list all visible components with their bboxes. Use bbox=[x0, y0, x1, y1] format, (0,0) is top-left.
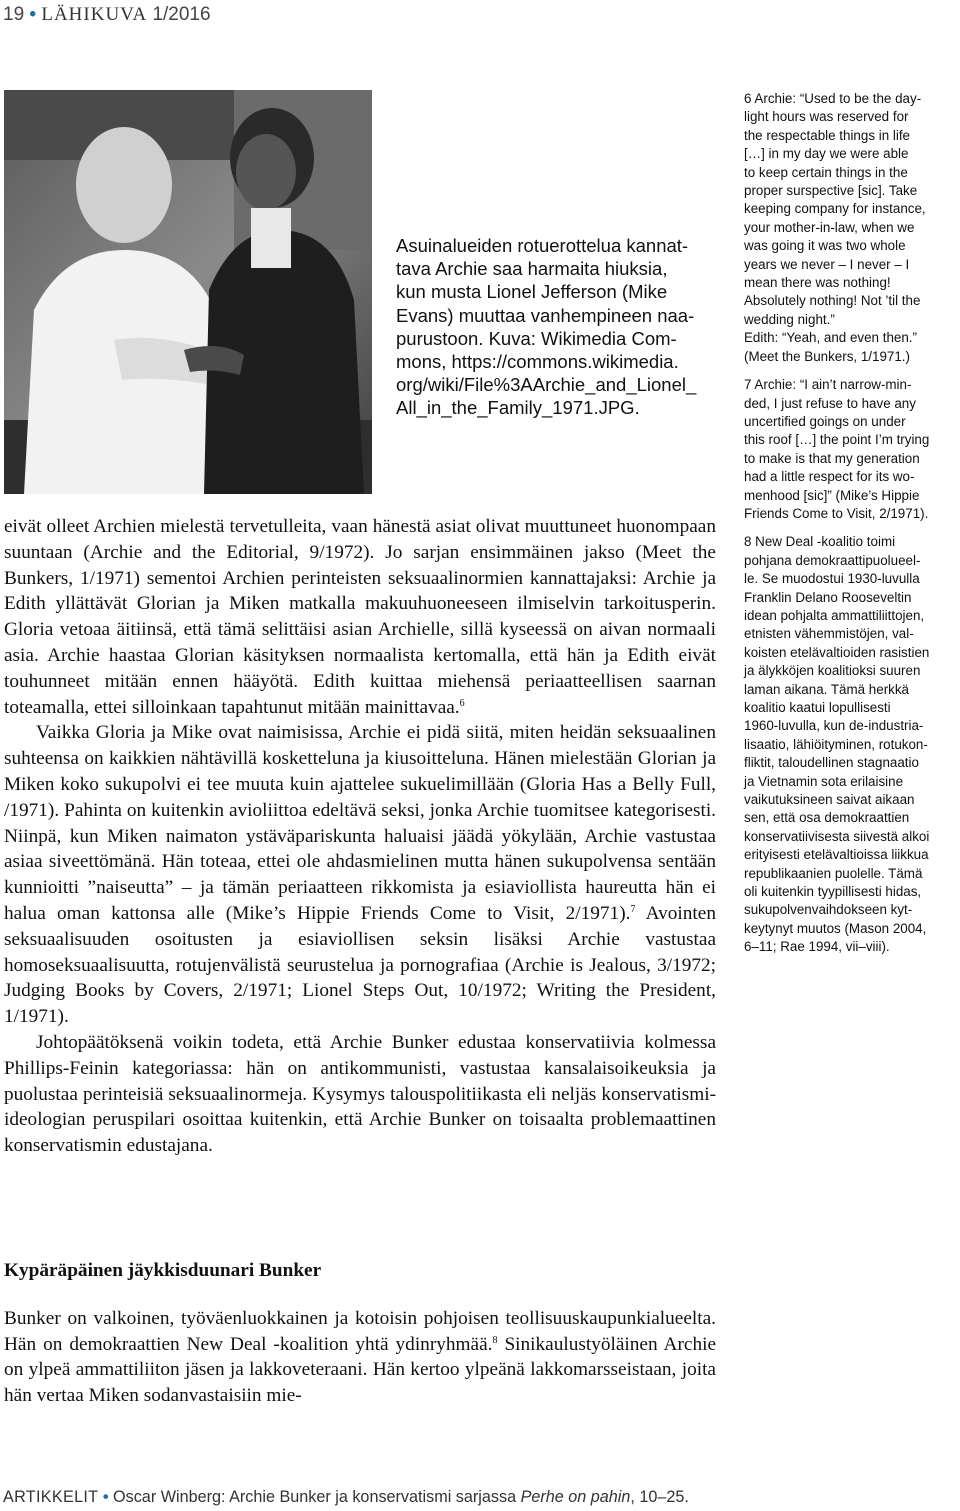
footnote-line: this roof […] the point I’m trying bbox=[744, 432, 930, 448]
footnote-line: pohjana demokraattipuolueel- bbox=[744, 552, 921, 568]
caption-line: Asuinalueiden rotuerottelua kannat- bbox=[396, 235, 689, 256]
footnote-line: sukupolvenvaihdokseen kyt- bbox=[744, 902, 913, 918]
footnote-8 bbox=[744, 533, 956, 956]
photo-illustration bbox=[4, 90, 372, 494]
header-separator: • bbox=[29, 4, 37, 25]
footer-citation-pages: , 10–25. bbox=[630, 1488, 689, 1506]
running-footer bbox=[3, 1488, 689, 1507]
footnote-ref: 8 bbox=[492, 1334, 498, 1346]
footnote-line: republikaanien puolelle. Tämä bbox=[744, 865, 923, 881]
footnote-line: […] in my day we were able bbox=[744, 146, 909, 162]
footnote-line: koalitio kaatui lopullisesti bbox=[744, 700, 891, 715]
footnote-line: Friends Come to Visit, 2/1971). bbox=[744, 505, 929, 521]
footnote-line: Absolutely nothing! Not ’til the bbox=[744, 293, 921, 309]
section-paragraph-text: Bunker on valkoinen, työväenluokkainen ja kotoisin pohjoisen teollisuuskaupunkialueelta. Hän on demokraattien New Deal -koalition yhtä ydinryhmää. bbox=[4, 1307, 716, 1355]
footnote-line: ded, I just refuse to have any bbox=[744, 395, 916, 411]
footnote-line: oli kuitenkin tyypillisesti hidas, bbox=[744, 884, 922, 900]
footnote-line: (Meet the Bunkers, 1/1971.) bbox=[744, 348, 910, 364]
running-header bbox=[3, 4, 211, 26]
footer-separator: • bbox=[102, 1488, 109, 1506]
footnote-line: Edith: “Yeah, and even then.” bbox=[744, 330, 917, 346]
footnote-line: idean pohjalta ammattiliittojen, bbox=[744, 607, 925, 623]
footnote-line: konservatiivisesta siivestä alkoi bbox=[744, 828, 930, 844]
footnote-line: lisaatio, lähiöityminen, rotukon- bbox=[744, 736, 928, 752]
footnote-line: was going it was two whole bbox=[744, 238, 906, 254]
footnote-line: Franklin Delano Rooseveltin bbox=[744, 589, 912, 605]
footnote-line: keytynyt muutos (Mason 2004, bbox=[744, 920, 927, 936]
caption-line: kun musta Lionel Jefferson (Mike bbox=[396, 281, 668, 303]
footnote-line: mean there was nothing! bbox=[744, 275, 891, 291]
footnote-line: fliktit, taloudellinen stagnaatio bbox=[744, 755, 919, 771]
section-paragraph bbox=[4, 1306, 716, 1409]
footnote-line: wedding night.” bbox=[744, 311, 835, 327]
footnote-6 bbox=[744, 90, 956, 366]
footnotes-column bbox=[744, 90, 956, 967]
footnote-line: le. Se muodostui 1930-luvulla bbox=[744, 571, 920, 587]
caption-line: mons, https://commons.wikimedia. bbox=[396, 351, 679, 373]
footnote-line: koisten etelävaltioiden rasistien bbox=[744, 644, 930, 660]
footnote-ref: 6 bbox=[459, 697, 465, 709]
photo-caption bbox=[396, 234, 718, 420]
caption-line: org/wiki/File%3AArchie_and_Lionel_ bbox=[396, 374, 697, 396]
page-number: 19 bbox=[3, 4, 25, 25]
body-paragraph-text: eivät olleet Archien mielestä tervetulleita, vaan hänestä asiat olivat muuttuneet huonompaan suuntaan (Archie and the Editorial, 9/1972). Jo sarjan ensimmäinen jakso (Meet the Bunkers, 1/1971) sementoi Archien perinteisten seksuaalinormien kannattajaksi: Archie ja Edith yllättävät Glorian ja Miken matkalla makuuhuoneeseen ilmiselvin tarkoitusperin. Gloria vetoaa äitiinsä, että tämä selittäisi asian Archielle, sillä kyseessä on aivan normaali asia. Archie haastaa Glorian käsityksen normaalista kertomalla, että hän ja Edith eivät touhunneet mitään ennen hääyötä. Edith kuittaa miehensä periaatteellisen saarnan toteamalla, ettei silloinkaan tapahtunut mitään mainittavaa. bbox=[4, 516, 716, 718]
footnote-line: the respectable things in life bbox=[744, 127, 910, 143]
caption-line: tava Archie saa harmaita hiuksia, bbox=[396, 258, 668, 280]
footnote-line: 1960-luvulla, kun de-industria- bbox=[744, 718, 924, 734]
footnote-line: 6 Archie: “Used to be the day- bbox=[744, 91, 922, 106]
footnote-line: to make is that my generation bbox=[744, 450, 920, 466]
footer-section-label: ARTIKKELIT bbox=[3, 1488, 99, 1506]
article-section bbox=[4, 1258, 716, 1409]
footnote-line: years we never – I never – I bbox=[744, 256, 910, 272]
caption-line: purustoon. Kuva: Wikimedia Com- bbox=[396, 327, 677, 349]
footnote-line: keeping company for instance, bbox=[744, 201, 926, 217]
section-heading: Kypäräpäinen jäykkisduunari Bunker bbox=[4, 1260, 322, 1281]
article-body bbox=[4, 514, 716, 1159]
body-paragraph-text: Vaikka Gloria ja Mike ovat naimisissa, Archie ei pidä siitä, miten heidän seksuaalinen suhteensa on kaikkien nähtävillä kosketteluna ja kiusoitteluna. Hänen mielestään Glorian ja Miken koko sukupolvi ei tee muuta kuin ajattelee sukuelimillään (Gloria Has a Belly Full, /1971). Pahinta on kuitenkin avioliittoa edeltävä seksi, jonka Archie tuomitsee kategorisesti. Niinpä, kun Miken naimaton ystäväpariskunta haluaisi jäädä yökylään, Archie vastustaa asiaa siveettömänä. Hän toteaa, ettei ole ahdasmielinen mutta hänen sukupolvensa sentään kunnioitti ”naiseutta” – ja tämän periaatteen rikkomista ja esiaviollista haureutta hän ei halua oman kattonsa alle (Mike’s Hippie Friends Come to Visit, 2/1971). bbox=[4, 722, 716, 924]
footnote-ref: 7 bbox=[630, 903, 636, 915]
section-paragraph-text: Sinikaulustyöläinen Archie on ylpeä ammattiliiton jäsen ja lakkoveteraani. Hän kertoo ylpeänä lakkomarsseistaan, joita hän vertaa Miken sodanvastaisiin mie- bbox=[4, 1333, 716, 1407]
journal-issue: 1/2016 bbox=[152, 4, 211, 25]
journal-name: LÄHIKUVA bbox=[41, 4, 148, 25]
article-photo bbox=[4, 90, 372, 494]
footnote-line: sen, että osa demokraattien bbox=[744, 810, 910, 826]
body-paragraph bbox=[4, 720, 716, 1030]
caption-line: All_in_the_Family_1971.JPG. bbox=[396, 397, 640, 419]
footnote-line: proper surspective [sic]. Take bbox=[744, 183, 918, 199]
footnote-line: had a little respect for its wo- bbox=[744, 469, 915, 485]
footer-citation: Oscar Winberg: Archie Bunker ja konservatismi sarjassa bbox=[113, 1488, 521, 1506]
footnote-line: light hours was reserved for bbox=[744, 109, 909, 125]
footnote-7 bbox=[744, 376, 956, 523]
body-paragraph bbox=[4, 514, 716, 720]
footnote-line: uncertified goings on under bbox=[744, 413, 906, 429]
footnote-line: ja Vietnamin sota erilaisine bbox=[744, 773, 904, 789]
footnote-line: menhood [sic]” (Mike’s Hippie bbox=[744, 487, 920, 503]
footnote-line: 7 Archie: “I ain’t narrow-min- bbox=[744, 377, 912, 393]
body-paragraph-text: Avointen seksuaalisuuden osoitusten ja esiaviollisen seksin lisäksi Archie vastustaa homoseksuaalisuutta, rotujenvälistä seurustelua ja pornografiaa (Archie is Jealous, 3/1972; Judging Books by Covers, 2/1971; Lionel Steps Out, 10/1972; Writing the President, 1/1971). bbox=[4, 902, 716, 1028]
caption-line: Evans) muuttaa vanhempineen naa- bbox=[396, 304, 695, 326]
footnote-line: laman aikana. Tämä herkkä bbox=[744, 681, 909, 697]
body-paragraph: Johtopäätöksenä voikin todeta, että Archie Bunker edustaa konservatiivia kolmessa Phillips-Feinin kategoriassa: hän on antikommunisti, vastustaa kansalaisoikeuksia ja puolustaa perinteisiä seksuaalinormeja. Kysymys talouspolitiikasta eli neljäs konservatismi-ideologian peruspilari osoittaa kuitenkin, että Archie Bunker on toisaalta problemaattinen konservatismin edustajana. bbox=[4, 1031, 716, 1157]
footnote-line: to keep certain things in the bbox=[744, 164, 908, 180]
footnote-line: erityisesti etelävaltioissa liikkua bbox=[744, 847, 929, 863]
footer-citation-title: Perhe on pahin bbox=[520, 1488, 631, 1506]
footnote-line: etnisten vähemmistöjen, val- bbox=[744, 626, 914, 642]
footnote-line: vaikutuksineen saivat aikaan bbox=[744, 792, 915, 808]
footnote-line: 8 New Deal -koalitio toimi bbox=[744, 534, 896, 550]
footnote-line: ja älykköjen koalitioksi suuren bbox=[744, 663, 921, 679]
footnote-line: your mother-in-law, when we bbox=[744, 219, 915, 235]
footnote-line: 6–11; Rae 1994, vii–viii). bbox=[744, 939, 890, 955]
